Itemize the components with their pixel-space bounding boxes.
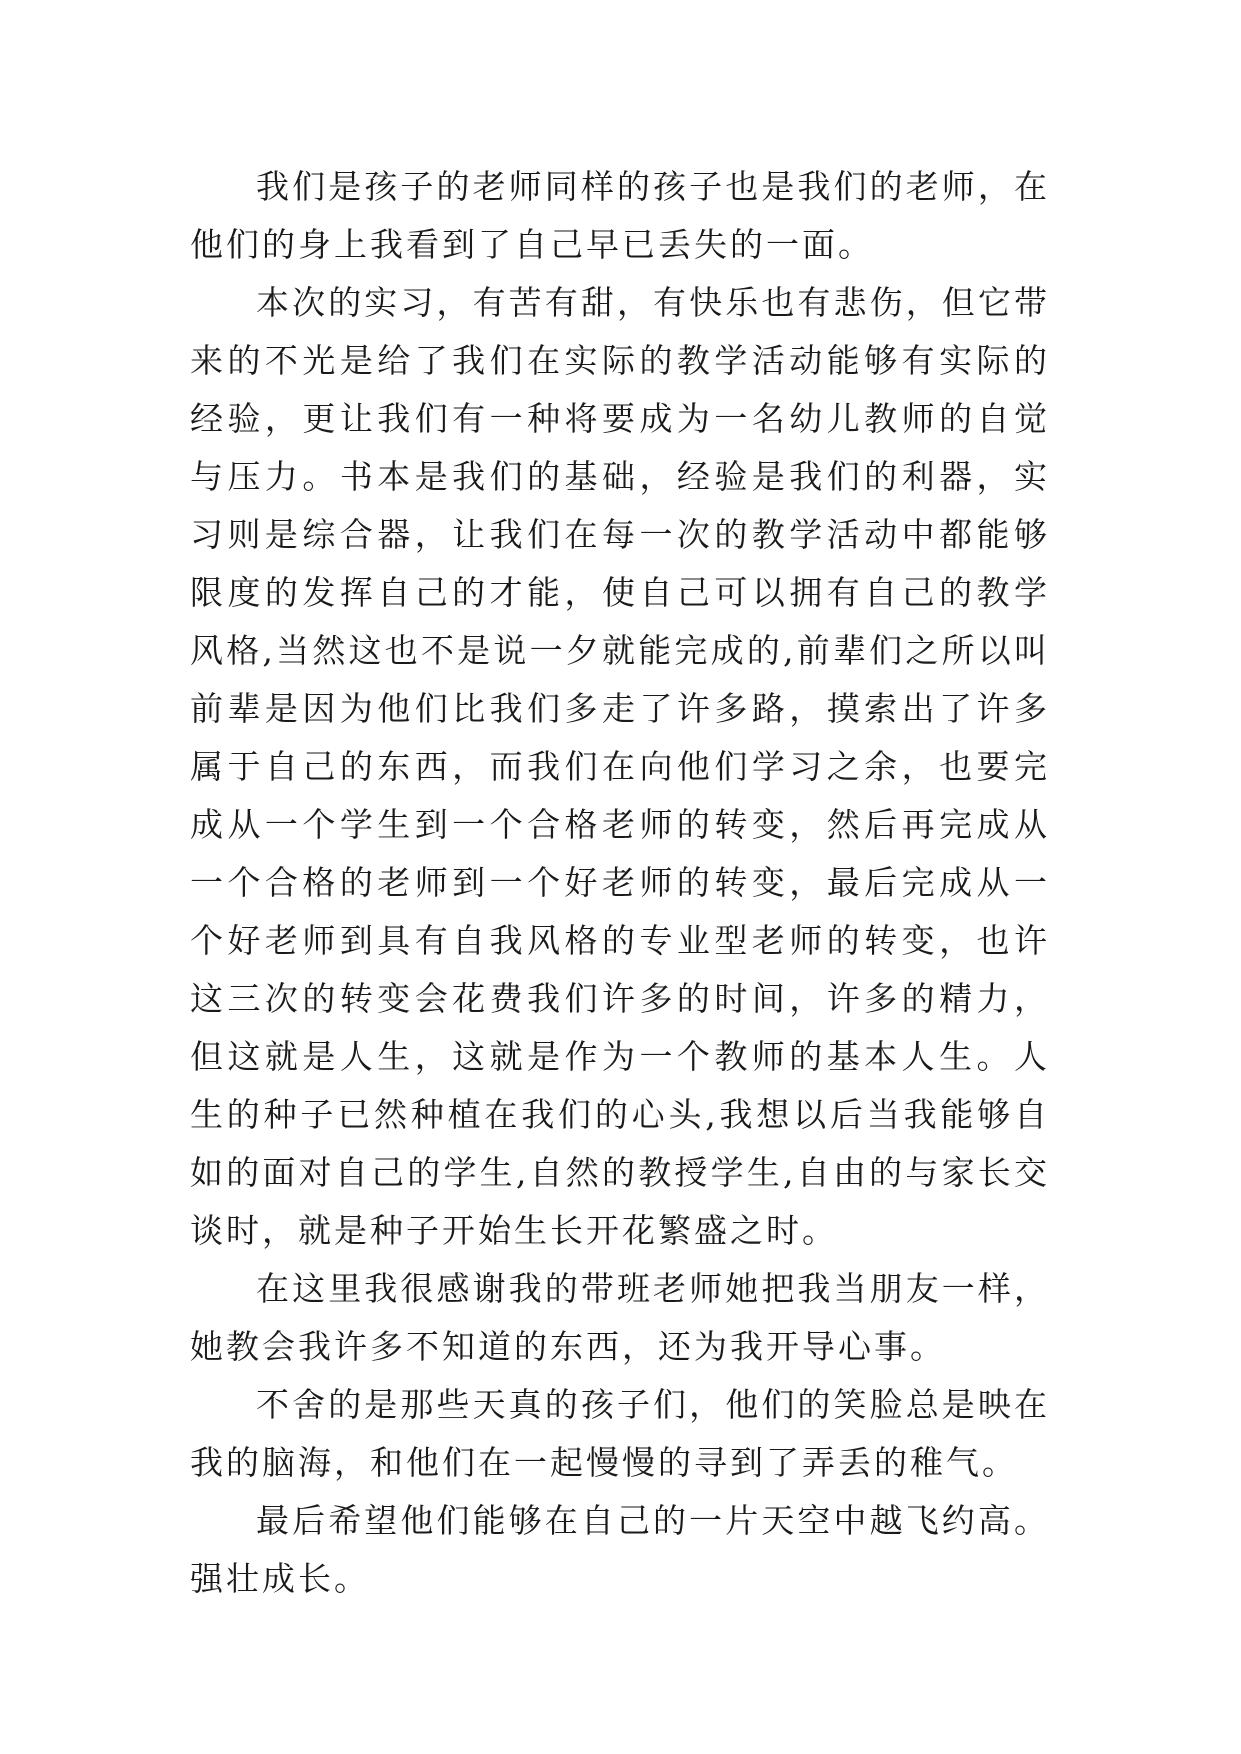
paragraph: 我们是孩子的老师同样的孩子也是我们的老师，在他们的身上我看到了自己早已丢失的一面。 <box>190 167 1050 264</box>
paragraph: 最后希望他们能够在自己的一片天空中越飞约高。强壮成长。 <box>190 1501 1050 1598</box>
paragraph: 不舍的是那些天真的孩子们，他们的笑脸总是映在我的脑海，和他们在一起慢慢的寻到了弄丢的稚气。 <box>190 1385 1050 1482</box>
document-body <box>190 158 1050 1608</box>
paragraph: 本次的实习，有苦有甜，有快乐也有悲伤，但它带来的不光是给了我们在实际的教学活动能够有实际的经验，更让我们有一种将要成为一名幼儿教师的自觉与压力。书本是我们的基础，经验是我们的利器，实习则是综合器，让我们在每一次的教学活动中都能够限度的发挥自己的才能，使自己可以拥有自己的教学风格,当然这也不是说一夕就能完成的,前辈们之所以叫前辈是因为他们比我们多走了许多路，摸索出了许多属于自己的东西，而我们在向他们学习之余，也要完成从一个学生到一个合格老师的转变，然后再完成从一个合格的老师到一个好老师的转变，最后完成从一个好老师到具有自我风格的专业型老师的转变，也许这三次的转变会花费我们许多的时间，许多的精力，但这就是人生，这就是作为一个教师的基本人生。人生的种子已然种植在我们的心头,我想以后当我能够自如的面对自己的学生,自然的教授学生,自由的与家长交谈时，就是种子开始生长开花繁盛之时。 <box>190 283 1050 1250</box>
paragraph: 在这里我很感谢我的带班老师她把我当朋友一样，她教会我许多不知道的东西，还为我开导心事。 <box>190 1269 1050 1366</box>
